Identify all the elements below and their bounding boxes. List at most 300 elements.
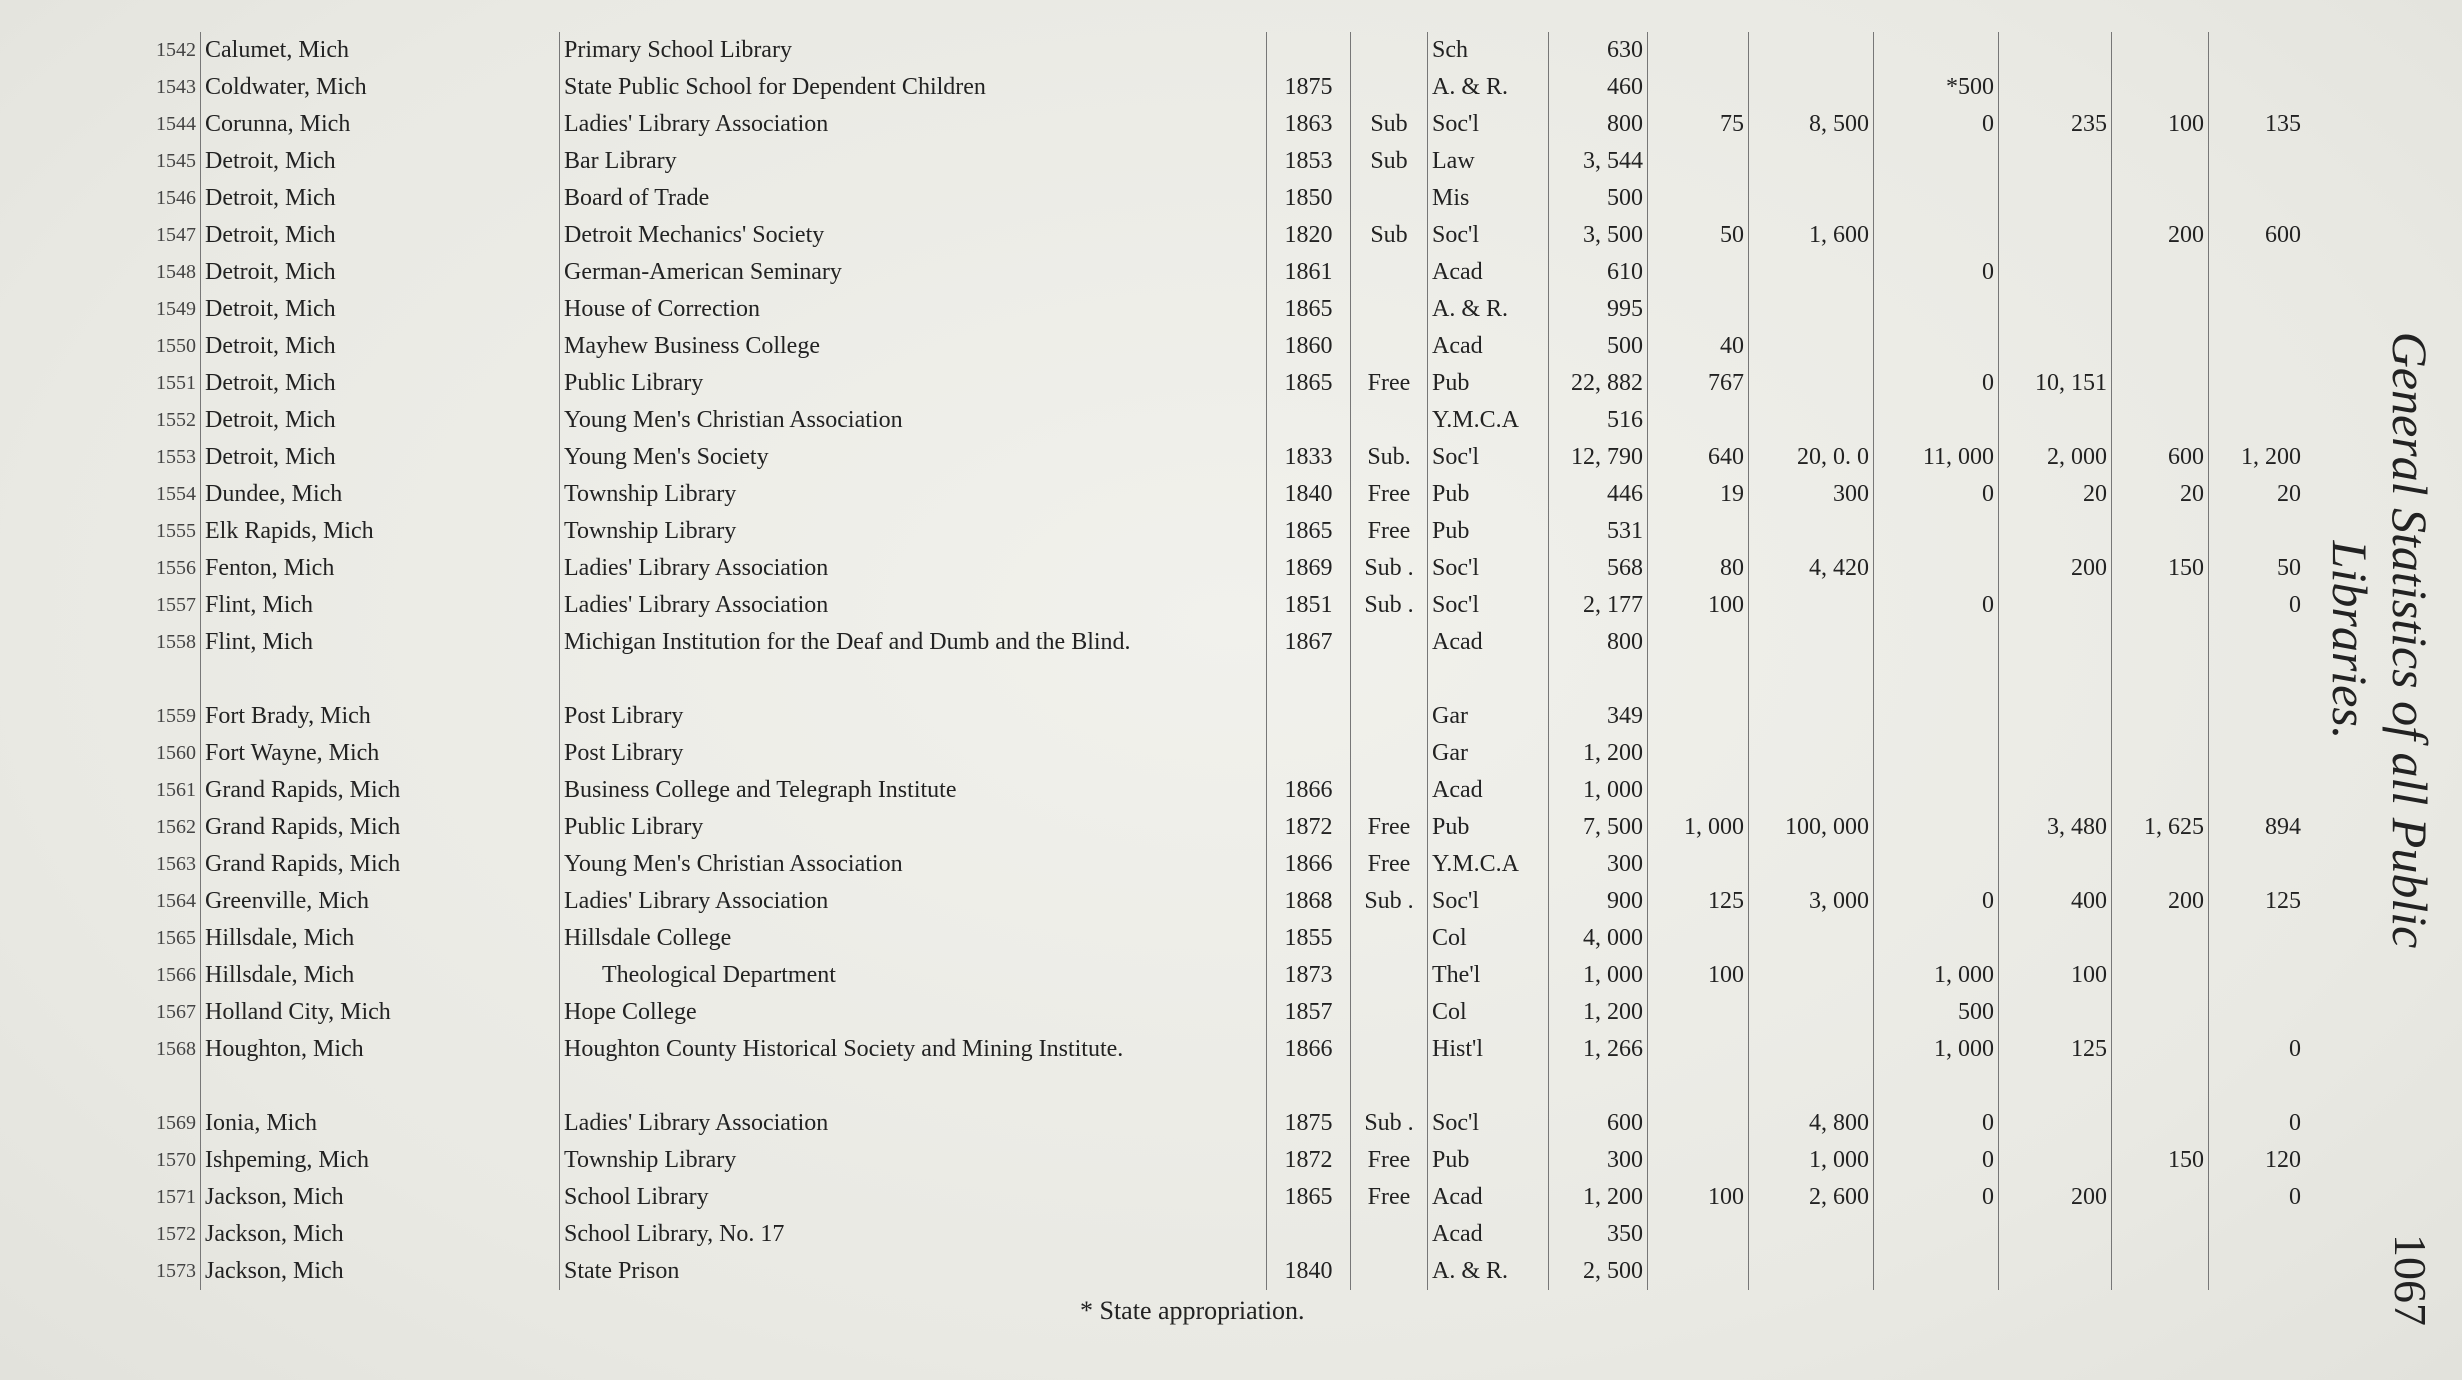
stat-col-4-cell: [1999, 143, 2112, 180]
entry-number: [112, 809, 201, 846]
class-cell-text: Y.M.C.A: [1432, 851, 1519, 877]
table-row: [112, 106, 2305, 143]
stat-col-3-cell-text: 0: [1982, 111, 1994, 137]
library-name-cell: [560, 1216, 1267, 1253]
class-cell: [1428, 883, 1549, 920]
volumes-cell-text: 3, 544: [1583, 148, 1643, 174]
place-cell-text: Jackson, Mich: [205, 1184, 344, 1210]
volumes-cell: [1549, 1142, 1648, 1179]
support-cell: [1351, 1179, 1428, 1216]
stat-col-5-cell: [2112, 106, 2209, 143]
volumes-cell-text: 300: [1607, 1147, 1643, 1173]
class-cell-text: Col: [1432, 999, 1467, 1025]
entry-number-text: 1565: [156, 927, 196, 949]
stat-col-4-cell: [1999, 624, 2112, 698]
volumes-cell: [1549, 883, 1648, 920]
class-cell: [1428, 69, 1549, 106]
table-row: [112, 920, 2305, 957]
class-cell-text: Pub: [1432, 370, 1470, 396]
place-cell: [201, 143, 560, 180]
entry-number: [112, 328, 201, 365]
table-row: [112, 143, 2305, 180]
stat-col-4-cell-text: 200: [2071, 555, 2107, 581]
stat-col-4-cell-text: 125: [2071, 1036, 2107, 1062]
table-row: [112, 883, 2305, 920]
library-name-cell: [560, 365, 1267, 402]
library-name-cell: [560, 1031, 1267, 1105]
support-cell: [1351, 106, 1428, 143]
stat-col-1-cell: [1648, 365, 1749, 402]
class-cell-text: Soc'l: [1432, 1110, 1479, 1136]
library-name-cell-text: German-American Seminary: [564, 259, 842, 285]
year-founded-cell: [1267, 587, 1351, 624]
support-cell: [1351, 180, 1428, 217]
stat-col-2-cell: [1749, 365, 1874, 402]
stat-col-2-cell: [1749, 883, 1874, 920]
stat-col-4-cell-text: 10, 151: [2035, 370, 2107, 396]
library-statistics-table: [112, 32, 2305, 1290]
class-cell-text: The'l: [1432, 962, 1481, 988]
place-cell-text: Grand Rapids, Mich: [205, 777, 401, 803]
stat-col-2-cell: [1749, 402, 1874, 439]
place-cell: [201, 365, 560, 402]
stat-col-4-cell-text: 400: [2071, 888, 2107, 914]
year-founded-cell-text: 1840: [1284, 1258, 1333, 1284]
place-cell: [201, 957, 560, 994]
stat-col-5-cell-text: 600: [2168, 444, 2204, 470]
stat-col-5-cell: [2112, 809, 2209, 846]
table-row: [112, 69, 2305, 106]
place-cell-text: Detroit, Mich: [205, 333, 336, 359]
stat-col-6-cell: [2209, 772, 2306, 809]
year-founded-cell: [1267, 291, 1351, 328]
stat-col-6-cell: [2209, 1253, 2306, 1290]
volumes-cell: [1549, 291, 1648, 328]
class-cell: [1428, 513, 1549, 550]
stat-col-1-cell: [1648, 1253, 1749, 1290]
entry-number-text: 1558: [156, 631, 196, 653]
place-cell-text: Jackson, Mich: [205, 1221, 344, 1247]
stat-col-5-cell: [2112, 365, 2209, 402]
footnote: * State appropriation.: [1080, 1296, 1305, 1325]
volumes-cell: [1549, 920, 1648, 957]
year-founded-cell: [1267, 1142, 1351, 1179]
stat-col-4-cell: [1999, 957, 2112, 994]
class-cell-text: Mis: [1432, 185, 1470, 211]
library-name-cell-text: Mayhew Business College: [564, 333, 820, 359]
stat-col-1-cell-text: 80: [1720, 555, 1744, 581]
entry-number: [112, 1253, 201, 1290]
support-cell: [1351, 513, 1428, 550]
library-name-cell-text: Houghton County Historical Society and Mining Institute.: [564, 1036, 1124, 1062]
library-name-cell: [560, 772, 1267, 809]
class-cell-text: Acad: [1432, 333, 1483, 359]
library-name-cell: [560, 476, 1267, 513]
stat-col-2-cell: [1749, 698, 1874, 735]
library-name-cell: [560, 1142, 1267, 1179]
place-cell: [201, 254, 560, 291]
year-founded-cell: [1267, 1031, 1351, 1105]
class-cell: [1428, 476, 1549, 513]
year-founded-cell: [1267, 698, 1351, 735]
year-founded-cell: [1267, 402, 1351, 439]
stat-col-2-cell: [1749, 587, 1874, 624]
volumes-cell-text: 610: [1607, 259, 1643, 285]
stat-col-6-cell: [2209, 550, 2306, 587]
year-founded-cell-text: 1868: [1284, 888, 1333, 914]
stat-col-2-cell: [1749, 1031, 1874, 1105]
year-founded-cell: [1267, 365, 1351, 402]
class-cell-text: Pub: [1432, 814, 1470, 840]
table-row: [112, 402, 2305, 439]
stat-col-4-cell: [1999, 476, 2112, 513]
entry-number: [112, 1142, 201, 1179]
stat-col-6-cell: [2209, 69, 2306, 106]
class-cell-text: Soc'l: [1432, 111, 1479, 137]
support-cell-text: Sub: [1370, 148, 1408, 174]
place-cell-text: Calumet, Mich: [205, 37, 349, 63]
stat-col-6-cell: [2209, 809, 2306, 846]
stat-col-4-cell: [1999, 587, 2112, 624]
stat-col-3-cell: [1874, 698, 1999, 735]
class-cell: [1428, 1031, 1549, 1105]
place-cell: [201, 920, 560, 957]
place-cell-text: Hillsdale, Mich: [205, 925, 355, 951]
place-cell-text: Houghton, Mich: [205, 1036, 364, 1062]
class-cell: [1428, 143, 1549, 180]
year-founded-cell: [1267, 809, 1351, 846]
stat-col-6-cell: [2209, 1142, 2306, 1179]
support-cell: [1351, 957, 1428, 994]
stat-col-3-cell: [1874, 1179, 1999, 1216]
year-founded-cell-text: 1850: [1284, 185, 1333, 211]
volumes-cell-text: 4, 000: [1583, 925, 1643, 951]
table-row: [112, 957, 2305, 994]
class-cell: [1428, 291, 1549, 328]
stat-col-5-cell: [2112, 254, 2209, 291]
year-founded-cell-text: 1865: [1284, 370, 1333, 396]
class-cell: [1428, 180, 1549, 217]
stat-col-4-cell: [1999, 698, 2112, 735]
entry-number-text: 1567: [156, 1001, 196, 1023]
place-cell: [201, 1031, 560, 1105]
year-founded-cell-text: 1851: [1284, 592, 1333, 618]
support-cell: [1351, 365, 1428, 402]
volumes-cell-text: 500: [1607, 185, 1643, 211]
entry-number-text: 1563: [156, 853, 196, 875]
class-cell-text: A. & R.: [1432, 74, 1509, 100]
stat-col-2-cell: [1749, 1142, 1874, 1179]
year-founded-cell: [1267, 217, 1351, 254]
stat-col-6-cell: [2209, 957, 2306, 994]
support-cell: [1351, 328, 1428, 365]
stat-col-1-cell: [1648, 920, 1749, 957]
stat-col-4-cell-text: 235: [2071, 111, 2107, 137]
stat-col-2-cell: [1749, 69, 1874, 106]
class-cell-text: Soc'l: [1432, 592, 1479, 618]
place-cell-text: Detroit, Mich: [205, 370, 336, 396]
stat-col-3-cell-text: 0: [1982, 592, 1994, 618]
library-name-cell-text: Township Library: [564, 481, 737, 507]
library-name-cell-text: Public Library: [564, 814, 704, 840]
entry-number-text: 1546: [156, 187, 196, 209]
stat-col-3-cell: [1874, 1216, 1999, 1253]
year-founded-cell-text: 1872: [1284, 1147, 1333, 1173]
stat-col-1-cell: [1648, 772, 1749, 809]
volumes-cell-text: 630: [1607, 37, 1643, 63]
table-row: [112, 32, 2305, 69]
stat-col-5-cell: [2112, 883, 2209, 920]
library-name-cell: [560, 328, 1267, 365]
volumes-cell: [1549, 1216, 1648, 1253]
volumes-cell: [1549, 180, 1648, 217]
stat-col-3-cell-text: 11, 000: [1922, 444, 1994, 470]
volumes-cell-text: 1, 266: [1583, 1036, 1643, 1062]
entry-number-text: 1570: [156, 1149, 196, 1171]
stat-col-3-cell-text: 0: [1982, 259, 1994, 285]
stat-col-4-cell: [1999, 328, 2112, 365]
stat-col-3-cell: [1874, 957, 1999, 994]
library-name-cell-text: Post Library: [564, 740, 684, 766]
page-number-text: 1067: [2385, 1234, 2436, 1326]
stat-col-1-cell-text: 125: [1708, 888, 1744, 914]
volumes-cell: [1549, 550, 1648, 587]
volumes-cell: [1549, 772, 1648, 809]
stat-col-5-cell: [2112, 1179, 2209, 1216]
library-name-cell-text: Young Men's Christian Association: [564, 407, 903, 433]
stat-col-6-cell: [2209, 1105, 2306, 1142]
volumes-cell-text: 12, 790: [1571, 444, 1643, 470]
volumes-cell-text: 568: [1607, 555, 1643, 581]
place-cell: [201, 550, 560, 587]
class-cell: [1428, 624, 1549, 698]
place-cell-text: Detroit, Mich: [205, 296, 336, 322]
year-founded-cell-text: 1869: [1284, 555, 1333, 581]
library-name-cell-text: Business College and Telegraph Institute: [564, 777, 957, 803]
stat-col-3-cell-text: 1, 000: [1934, 1036, 1994, 1062]
library-name-cell: [560, 1253, 1267, 1290]
stat-col-3-cell: [1874, 809, 1999, 846]
volumes-cell: [1549, 1105, 1648, 1142]
volumes-cell-text: 1, 200: [1583, 999, 1643, 1025]
place-cell-text: Fort Brady, Mich: [205, 703, 371, 729]
stat-col-1-cell: [1648, 587, 1749, 624]
volumes-cell-text: 800: [1607, 629, 1643, 655]
stat-col-3-cell-text: 0: [1982, 1147, 1994, 1173]
stat-col-6-cell: [2209, 698, 2306, 735]
stat-col-1-cell-text: 100: [1708, 1184, 1744, 1210]
entry-number: [112, 180, 201, 217]
support-cell-text: Free: [1367, 518, 1411, 544]
library-name-cell-text: Ladies' Library Association: [564, 111, 829, 137]
place-cell-text: Ishpeming, Mich: [205, 1147, 369, 1173]
volumes-cell-text: 1, 000: [1583, 962, 1643, 988]
stat-col-2-cell-text: 20, 0. 0: [1797, 444, 1869, 470]
support-cell: [1351, 809, 1428, 846]
stat-col-5-cell: [2112, 32, 2209, 69]
stat-col-4-cell: [1999, 809, 2112, 846]
class-cell: [1428, 735, 1549, 772]
stat-col-3-cell: [1874, 328, 1999, 365]
entry-number: [112, 1105, 201, 1142]
table-row: [112, 1031, 2305, 1105]
entry-number: [112, 698, 201, 735]
class-cell: [1428, 698, 1549, 735]
place-cell-text: Grand Rapids, Mich: [205, 814, 401, 840]
entry-number-text: 1542: [156, 39, 196, 61]
class-cell-text: A. & R.: [1432, 1258, 1509, 1284]
stat-col-2-cell-text: 1, 600: [1809, 222, 1869, 248]
table-row: [112, 180, 2305, 217]
stat-col-5-cell: [2112, 69, 2209, 106]
entry-number-text: 1555: [156, 520, 196, 542]
support-cell: [1351, 291, 1428, 328]
stat-col-4-cell: [1999, 106, 2112, 143]
stat-col-3-cell: [1874, 883, 1999, 920]
support-cell: [1351, 254, 1428, 291]
stat-col-3-cell: [1874, 180, 1999, 217]
place-cell-text: Detroit, Mich: [205, 407, 336, 433]
library-name-cell-text: State Public School for Dependent Children: [564, 74, 986, 100]
year-founded-cell: [1267, 772, 1351, 809]
volumes-cell: [1549, 32, 1648, 69]
place-cell: [201, 1179, 560, 1216]
stat-col-6-cell-text: 135: [2265, 111, 2301, 137]
entry-number-text: 1544: [156, 113, 196, 135]
volumes-cell: [1549, 698, 1648, 735]
entry-number: [112, 846, 201, 883]
place-cell-text: Flint, Mich: [205, 629, 314, 655]
stat-col-3-cell: [1874, 1142, 1999, 1179]
entry-number: [112, 143, 201, 180]
year-founded-cell: [1267, 439, 1351, 476]
entry-number: [112, 1179, 201, 1216]
library-name-cell: [560, 513, 1267, 550]
year-founded-cell-text: 1860: [1284, 333, 1333, 359]
place-cell: [201, 624, 560, 698]
year-founded-cell: [1267, 1105, 1351, 1142]
entry-number-text: 1566: [156, 964, 196, 986]
stat-col-5-cell-text: 150: [2168, 1147, 2204, 1173]
entry-number-text: 1572: [156, 1223, 196, 1245]
class-cell: [1428, 1142, 1549, 1179]
stat-col-6-cell: [2209, 846, 2306, 883]
stat-col-4-cell: [1999, 846, 2112, 883]
library-name-cell-text: Post Library: [564, 703, 684, 729]
library-name-cell: [560, 698, 1267, 735]
place-cell: [201, 809, 560, 846]
table-row: [112, 994, 2305, 1031]
place-cell-text: Fort Wayne, Mich: [205, 740, 380, 766]
entry-number-text: 1573: [156, 1260, 196, 1282]
stat-col-4-cell-text: 2, 000: [2047, 444, 2107, 470]
entry-number: [112, 587, 201, 624]
class-cell-text: Soc'l: [1432, 555, 1479, 581]
library-name-cell-text: School Library: [564, 1184, 709, 1210]
year-founded-cell-text: 1863: [1284, 111, 1333, 137]
support-cell-text: Free: [1367, 481, 1411, 507]
year-founded-cell-text: 1853: [1284, 148, 1333, 174]
volumes-cell-text: 900: [1607, 888, 1643, 914]
table-row: [112, 772, 2305, 809]
stat-col-2-cell: [1749, 957, 1874, 994]
stat-col-3-cell-text: 0: [1982, 370, 1994, 396]
stat-col-5-cell-text: 200: [2168, 888, 2204, 914]
stat-col-6-cell: [2209, 920, 2306, 957]
library-name-cell-text: State Prison: [564, 1258, 680, 1284]
library-name-cell: [560, 69, 1267, 106]
volumes-cell-text: 600: [1607, 1110, 1643, 1136]
library-name-cell: [560, 1105, 1267, 1142]
year-founded-cell-text: 1857: [1284, 999, 1333, 1025]
stat-col-4-cell-text: 3, 480: [2047, 814, 2107, 840]
stat-col-6-cell: [2209, 291, 2306, 328]
stat-col-2-cell: [1749, 143, 1874, 180]
support-cell: [1351, 1253, 1428, 1290]
entry-number-text: 1569: [156, 1112, 196, 1134]
volumes-cell-text: 800: [1607, 111, 1643, 137]
table-row: [112, 587, 2305, 624]
library-name-cell-text: Township Library: [564, 518, 737, 544]
stat-col-3-cell: [1874, 920, 1999, 957]
stat-col-1-cell: [1648, 180, 1749, 217]
library-name-cell: [560, 217, 1267, 254]
stat-col-5-cell: [2112, 1216, 2209, 1253]
support-cell-text: Sub.: [1367, 444, 1411, 470]
support-cell: [1351, 439, 1428, 476]
stat-col-2-cell: [1749, 550, 1874, 587]
table-row: [112, 513, 2305, 550]
class-cell-text: A. & R.: [1432, 296, 1509, 322]
library-name-cell: [560, 106, 1267, 143]
class-cell: [1428, 217, 1549, 254]
year-founded-cell-text: 1855: [1284, 925, 1333, 951]
stat-col-6-cell: [2209, 439, 2306, 476]
class-cell-text: Soc'l: [1432, 444, 1479, 470]
entry-number: [112, 254, 201, 291]
stat-col-6-cell: [2209, 328, 2306, 365]
support-cell: [1351, 883, 1428, 920]
support-cell: [1351, 1216, 1428, 1253]
stat-col-4-cell: [1999, 735, 2112, 772]
year-founded-cell-text: 1820: [1284, 222, 1333, 248]
stat-col-5-cell: [2112, 772, 2209, 809]
volumes-cell-text: 2, 177: [1583, 592, 1643, 618]
place-cell: [201, 994, 560, 1031]
year-founded-cell: [1267, 550, 1351, 587]
support-cell: [1351, 1031, 1428, 1105]
place-cell: [201, 1142, 560, 1179]
stat-col-6-cell: [2209, 254, 2306, 291]
place-cell-text: Grand Rapids, Mich: [205, 851, 401, 877]
library-name-cell-text: Bar Library: [564, 148, 677, 174]
volumes-cell: [1549, 402, 1648, 439]
class-cell-text: Pub: [1432, 481, 1470, 507]
stat-col-6-cell-text: 20: [2277, 481, 2301, 507]
stat-col-6-cell-text: 600: [2265, 222, 2301, 248]
entry-number: [112, 217, 201, 254]
volumes-cell-text: 300: [1607, 851, 1643, 877]
class-cell: [1428, 439, 1549, 476]
stat-col-2-cell-text: 3, 000: [1809, 888, 1869, 914]
library-name-cell: [560, 920, 1267, 957]
class-cell-text: Acad: [1432, 777, 1483, 803]
volumes-cell: [1549, 217, 1648, 254]
stat-col-1-cell: [1648, 106, 1749, 143]
volumes-cell: [1549, 1031, 1648, 1105]
library-name-cell: [560, 587, 1267, 624]
stat-col-2-cell-text: 2, 600: [1809, 1184, 1869, 1210]
